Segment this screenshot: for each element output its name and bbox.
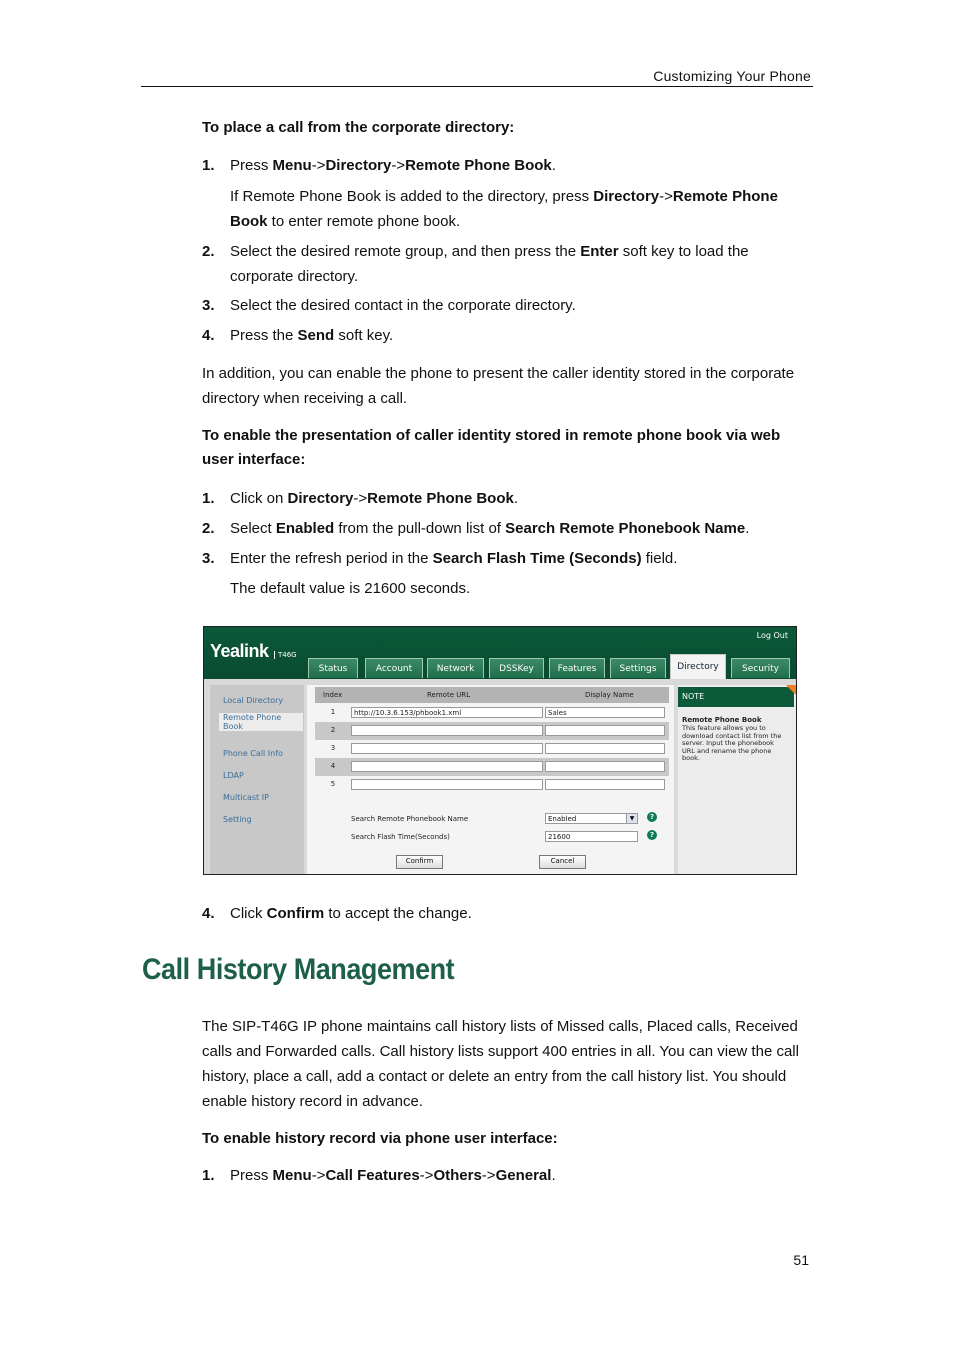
row-index: 2 — [330, 726, 336, 734]
tab-status[interactable]: Status — [308, 658, 358, 678]
left-nav — [210, 685, 304, 874]
running-header: Customizing Your Phone — [653, 68, 811, 84]
col-display-name: Display Name — [585, 691, 634, 699]
step-number: 2. — [202, 520, 215, 537]
help-icon[interactable]: ? — [647, 812, 657, 822]
step-text: Press Menu->Call Features->Others->General. — [230, 1167, 556, 1184]
nav-remote-phone-book[interactable]: Remote Phone Book — [219, 713, 303, 731]
nav-local-directory[interactable]: Local Directory — [223, 696, 284, 705]
display-name-input[interactable] — [545, 779, 665, 790]
step-text: Click Confirm to accept the change. — [230, 905, 472, 922]
display-name-input[interactable] — [545, 743, 665, 754]
paragraph: The SIP-T46G IP phone maintains call history lists of Missed calls, Placed calls, Received calls and Forwarded calls. Call history lists support 400 entries in all. You can view the call history, place a call, add a contact or delete an entry from the call history list. You should enable history record in advance. — [202, 1018, 799, 1110]
nav-ldap[interactable]: LDAP — [223, 771, 244, 780]
web-ui-screenshot — [203, 626, 797, 875]
heading-place-call: To place a call from the corporate directory: — [202, 119, 515, 136]
heading-enable-history: To enable history record via phone user interface: — [202, 1130, 558, 1147]
note-corner — [786, 685, 796, 695]
header-rule — [141, 86, 813, 87]
tab-features[interactable]: Features — [549, 658, 605, 678]
step-number: 3. — [202, 550, 215, 567]
step-text: Enter the refresh period in the Search Flash Time (Seconds) field. — [230, 550, 678, 567]
col-index: Index — [323, 691, 343, 699]
confirm-button[interactable]: Confirm — [396, 855, 443, 869]
col-remote-url: Remote URL — [427, 691, 471, 699]
note-title: Remote Phone Book — [682, 716, 762, 724]
table-header — [315, 687, 669, 703]
search-remote-phonebook-select[interactable] — [545, 813, 638, 824]
search-flash-time-input[interactable]: 21600 — [545, 831, 638, 842]
web-ui-header — [204, 627, 796, 679]
nav-phone-call-info[interactable]: Phone Call Info — [223, 749, 283, 758]
step-text: Press Menu->Directory->Remote Phone Book. — [230, 157, 556, 174]
step-text: Press the Send soft key. — [230, 327, 394, 344]
step-number: 1. — [202, 490, 215, 507]
search-flash-time-label: Search Flash Time(Seconds) — [351, 833, 450, 841]
table-row — [315, 758, 669, 776]
row-index: 4 — [330, 762, 336, 770]
model-label: T46G — [274, 651, 297, 659]
tab-security[interactable]: Security — [731, 658, 790, 678]
note-panel — [678, 685, 796, 874]
nav-multicast-ip[interactable]: Multicast IP — [223, 793, 269, 802]
display-name-input[interactable] — [545, 761, 665, 772]
row-index: 1 — [330, 708, 336, 716]
page-number: 51 — [793, 1252, 809, 1268]
table-row — [315, 740, 669, 758]
row-index: 5 — [330, 780, 336, 788]
note-body: This feature allows you to download contact list from the server. Input the phonebook URL and rename the phone book. — [682, 724, 782, 762]
remote-url-input[interactable] — [351, 725, 543, 736]
paragraph: In addition, you can enable the phone to present the caller identity stored in the corporate directory when receiving a call. — [202, 365, 795, 407]
tab-directory[interactable]: Directory — [670, 654, 726, 679]
main-panel — [307, 685, 674, 874]
step-number: 1. — [202, 157, 215, 174]
select-value: Enabled — [548, 815, 577, 823]
tab-settings[interactable]: Settings — [610, 658, 666, 678]
step-number: 1. — [202, 1167, 215, 1184]
display-name-input[interactable]: Sales — [545, 707, 665, 718]
remote-url-input[interactable] — [351, 779, 543, 790]
cancel-button[interactable]: Cancel — [539, 855, 586, 869]
table-row — [315, 722, 669, 740]
search-remote-phonebook-label: Search Remote Phonebook Name — [351, 815, 469, 823]
tab-network[interactable]: Network — [427, 658, 484, 678]
step-note: If Remote Phone Book is added to the directory, press Directory->Remote Phone Book to enter remote phone book. — [230, 188, 778, 230]
row-index: 3 — [330, 744, 336, 752]
step-number: 3. — [202, 297, 215, 314]
tab-dsskey[interactable]: DSSKey — [489, 658, 544, 678]
step-text: Select Enabled from the pull-down list of Search Remote Phonebook Name. — [230, 520, 750, 537]
remote-url-input[interactable] — [351, 743, 543, 754]
remote-url-input[interactable] — [351, 761, 543, 772]
step-number: 4. — [202, 327, 215, 344]
logout-link[interactable]: Log Out — [756, 631, 788, 640]
section-title: Call History Management — [142, 953, 455, 986]
step-note: The default value is 21600 seconds. — [230, 580, 471, 597]
step-text: Click on Directory->Remote Phone Book. — [230, 490, 519, 507]
chevron-down-icon[interactable]: ▼ — [626, 814, 637, 823]
display-name-input[interactable] — [545, 725, 665, 736]
tab-account[interactable]: Account — [365, 658, 423, 678]
help-icon[interactable]: ? — [647, 830, 657, 840]
step-text: Select the desired remote group, and then press the Enter soft key to load the corporate directory. — [230, 243, 749, 285]
step-number: 2. — [202, 243, 215, 260]
nav-setting[interactable]: Setting — [223, 815, 252, 824]
heading-enable-presentation: To enable the presentation of caller identity stored in remote phone book via web user interface: — [202, 427, 781, 468]
table-row — [315, 704, 669, 722]
step-text: Select the desired contact in the corporate directory. — [230, 297, 576, 314]
step-number: 4. — [202, 905, 215, 922]
note-header: NOTE — [678, 687, 794, 707]
table-row — [315, 776, 669, 794]
yealink-logo: Yealink — [210, 641, 269, 661]
remote-url-input[interactable]: http://10.3.6.153/phbook1.xml — [351, 707, 543, 718]
